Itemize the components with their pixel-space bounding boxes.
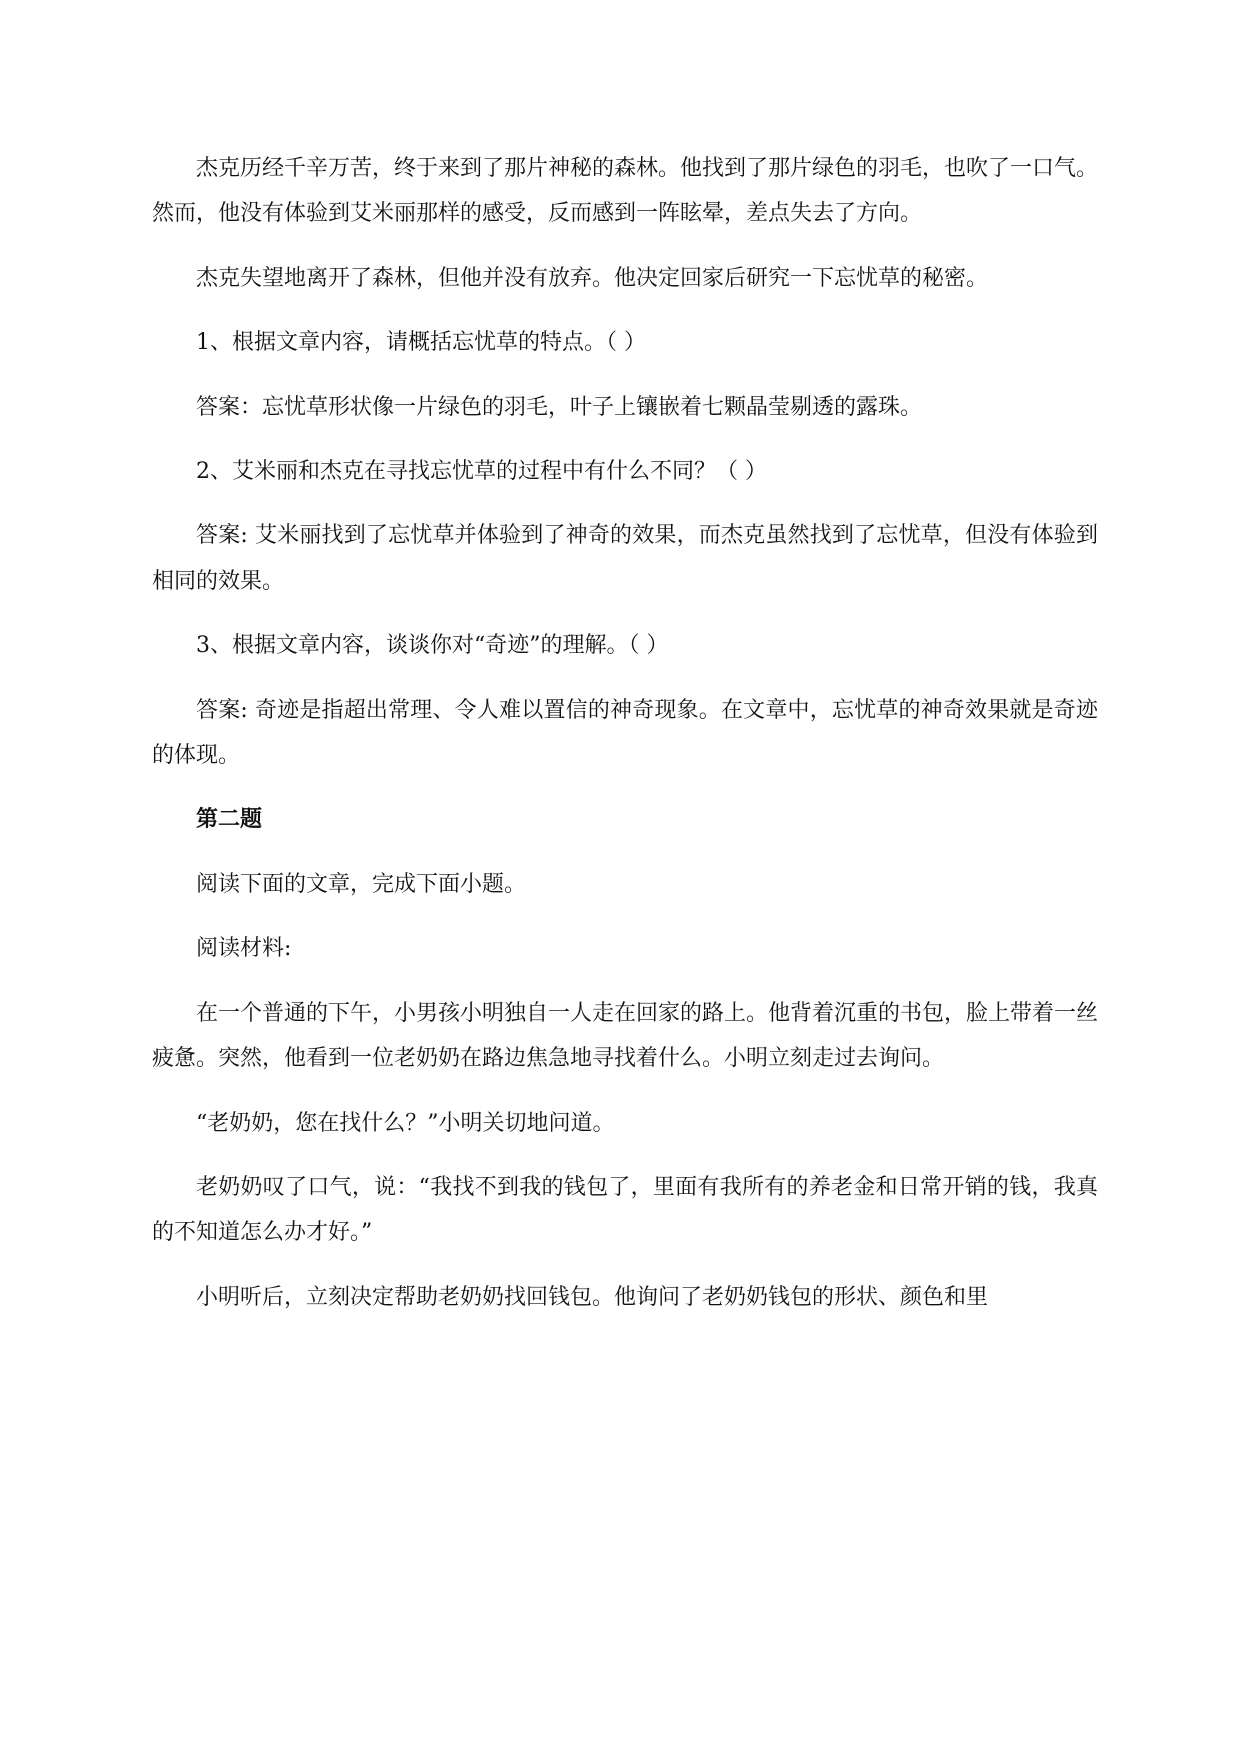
document-page <box>152 146 1098 1339</box>
story-paragraph-xiaoming-walk: 在一个普通的下午，小男孩小明独自一人走在回家的路上。他背着沉重的书包，脸上带着一丝疲惫。突然，他看到一位老奶奶在路边焦急地寻找着什么。小明立刻走过去询问。 <box>152 1000 1099 1072</box>
answer-1: 答案：忘忧草形状像一片绿色的羽毛，叶子上镶嵌着七颗晶莹剔透的露珠。 <box>196 394 923 420</box>
question-1: 1、根据文章内容，请概括忘忧草的特点。（ ） <box>196 330 646 356</box>
instruction-text: 阅读下面的文章，完成下面小题。 <box>196 871 527 897</box>
answer-3: 答案: 奇迹是指超出常理、令人难以置信的神奇现象。在文章中，忘忧草的神奇效果就是奇迹的体现。 <box>152 697 1098 769</box>
story-paragraph-xiaoming-helps: 小明听后，立刻决定帮助老奶奶找回钱包。他询问了老奶奶钱包的形状、颜色和里 <box>196 1284 989 1310</box>
section-heading: 第二题 <box>196 807 263 833</box>
story-paragraph-jack-leaves: 杰克失望地离开了森林，但他并没有放弃。他决定回家后研究一下忘忧草的秘密。 <box>196 265 989 291</box>
question-2: 2、艾米丽和杰克在寻找忘忧草的过程中有什么不同？（ ） <box>196 459 767 485</box>
answer-2: 答案: 艾米丽找到了忘忧草并体验到了神奇的效果，而杰克虽然找到了忘忧草，但没有体验到相同的效果。 <box>152 523 1098 594</box>
story-paragraph-jack-forest: 杰克历经千辛万苦，终于来到了那片神秘的森林。他找到了那片绿色的羽毛，也吹了一口气。然而，他没有体验到艾米丽那样的感受，反而感到一阵眩晕，差点失去了方向。 <box>152 156 1099 227</box>
story-paragraph-grandma-reply: 老奶奶叹了口气，说：“我找不到我的钱包了，里面有我所有的养老金和日常开销的钱，我真的不知道怎么办才好。” <box>152 1174 1098 1246</box>
reading-material-label: 阅读材料: <box>196 936 292 962</box>
question-3: 3、根据文章内容，谈谈你对“奇迹”的理解。（ ） <box>196 633 669 659</box>
story-paragraph-xiaoming-asks: “老奶奶，您在找什么？”小明关切地问道。 <box>196 1110 615 1136</box>
